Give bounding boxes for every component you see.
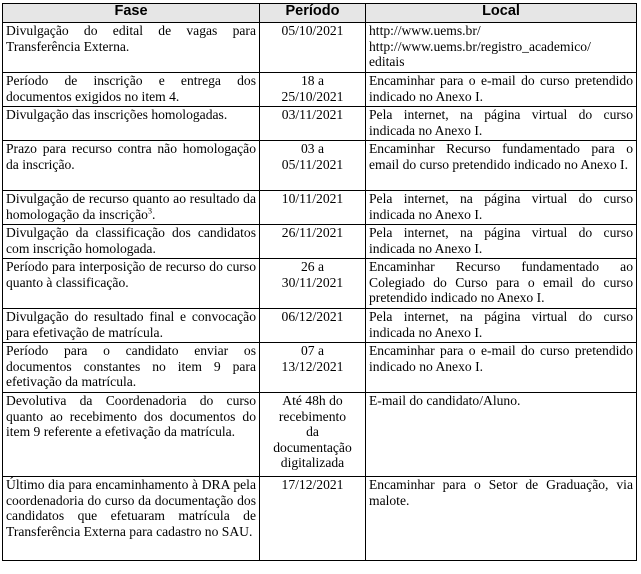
periodo-line: 03 a bbox=[300, 141, 325, 156]
periodo-cell: 17/12/2021 bbox=[260, 477, 366, 561]
table-row bbox=[3, 141, 637, 191]
local-cell bbox=[366, 23, 637, 73]
periodo-line: 13/12/2021 bbox=[281, 358, 344, 374]
periodo-line: 26 a bbox=[300, 259, 325, 274]
table-row bbox=[3, 225, 637, 259]
header-fase: Fase bbox=[3, 4, 260, 23]
periodo-line: 18 a bbox=[300, 73, 325, 88]
header-periodo: Período bbox=[260, 4, 366, 23]
local-cell: Pela internet, na página virtual do curso indicada no Anexo I. bbox=[366, 225, 637, 259]
fase-cell: Divulgação do edital de vagas para Transferência Externa. bbox=[3, 23, 260, 73]
local-cell: Pela internet, na página virtual do curso indicada no Anexo I. bbox=[366, 107, 637, 141]
periodo-cell: 26/11/2021 bbox=[260, 225, 366, 259]
fase-cell: Divulgação da classificação dos candidatos com inscrição homologada. bbox=[3, 225, 260, 259]
fase-cell: Prazo para recurso contra não homologação da inscrição. bbox=[3, 141, 260, 191]
local-cell: Pela internet, na página virtual do curso indicada no Anexo I. bbox=[366, 309, 637, 343]
local-cell: Encaminhar Recurso fundamentado ao Colegiado do Curso para o email do curso pretendido indicado no Anexo I. bbox=[366, 259, 637, 309]
footnote-ref: 3 bbox=[147, 206, 152, 216]
periodo-cell: 10/11/2021 bbox=[260, 191, 366, 225]
fase-cell: Divulgação do resultado final e convocação para efetivação de matrícula. bbox=[3, 309, 260, 343]
fase-cell bbox=[3, 191, 260, 225]
local-cell: Pela internet, na página virtual do curso indicada no Anexo I. bbox=[366, 191, 637, 225]
local-link-cont[interactable]: editais bbox=[369, 54, 405, 70]
periodo-line: 07 a bbox=[300, 343, 325, 358]
table-row bbox=[3, 73, 637, 107]
periodo-line: recebimento bbox=[278, 408, 347, 424]
periodo-cell: 06/12/2021 bbox=[260, 309, 366, 343]
periodo-cell: 05/10/2021 bbox=[260, 23, 366, 73]
table-row bbox=[3, 343, 637, 393]
periodo-line: da bbox=[306, 424, 319, 440]
periodo-cell: 03/11/2021 bbox=[260, 107, 366, 141]
header-row bbox=[3, 4, 637, 23]
table-row bbox=[3, 107, 637, 141]
local-cell: Encaminhar Recurso fundamentado para o email do curso pretendido indicado no Anexo I. bbox=[366, 141, 637, 191]
periodo-cell bbox=[260, 259, 366, 309]
periodo-cell bbox=[260, 393, 366, 477]
schedule-table bbox=[2, 3, 637, 561]
periodo-line: digitalizada bbox=[280, 455, 345, 471]
periodo-line: 25/10/2021 bbox=[281, 88, 344, 104]
table-row bbox=[3, 191, 637, 225]
header-local: Local bbox=[366, 4, 637, 23]
local-link[interactable]: http://www.uems.br/ bbox=[369, 23, 481, 38]
fase-cell: Divulgação das inscrições homologadas. bbox=[3, 107, 260, 141]
fase-text-end: . bbox=[151, 206, 156, 222]
periodo-line: 05/11/2021 bbox=[281, 156, 344, 172]
fase-cell: Período para interposição de recurso do curso quanto à classificação. bbox=[3, 259, 260, 309]
local-cell: Encaminhar para o e-mail do curso pretendido indicado no Anexo I. bbox=[366, 343, 637, 393]
periodo-cell bbox=[260, 343, 366, 393]
fase-cell: Último dia para encaminhamento à DRA pela coordenadoria do curso da documentação dos candidatos que efetuaram matrícula de Transferência Externa para cadastro no SAU. bbox=[3, 477, 260, 561]
local-cell: Encaminhar para o e-mail do curso pretendido indicado no Anexo I. bbox=[366, 73, 637, 107]
periodo-line: Até 48h do bbox=[282, 393, 343, 408]
periodo-line: documentação bbox=[273, 439, 352, 455]
table-row bbox=[3, 23, 637, 73]
table-row bbox=[3, 309, 637, 343]
fase-cell: Devolutiva da Coordenadoria do curso quanto ao recebimento dos documentos do item 9 referente a efetivação da matrícula. bbox=[3, 393, 260, 477]
fase-cell: Período de inscrição e entrega dos documentos exigidos no item 4. bbox=[3, 73, 260, 107]
local-cell: E-mail do candidato/Aluno. bbox=[366, 393, 637, 477]
periodo-cell bbox=[260, 73, 366, 107]
local-cell: Encaminhar para o Setor de Graduação, via malote. bbox=[366, 477, 637, 561]
table-row bbox=[3, 393, 637, 477]
fase-cell: Período para o candidato enviar os documentos constantes no item 9 para efetivação da matrícula. bbox=[3, 343, 260, 393]
periodo-cell bbox=[260, 141, 366, 191]
fase-text: Divulgação de recurso quanto ao resultado da homologação da inscrição bbox=[6, 191, 256, 222]
local-link[interactable]: http://www.uems.br/registro_academico/ bbox=[369, 38, 591, 54]
periodo-line: 30/11/2021 bbox=[281, 274, 344, 290]
table-row bbox=[3, 259, 637, 309]
table-row bbox=[3, 477, 637, 561]
